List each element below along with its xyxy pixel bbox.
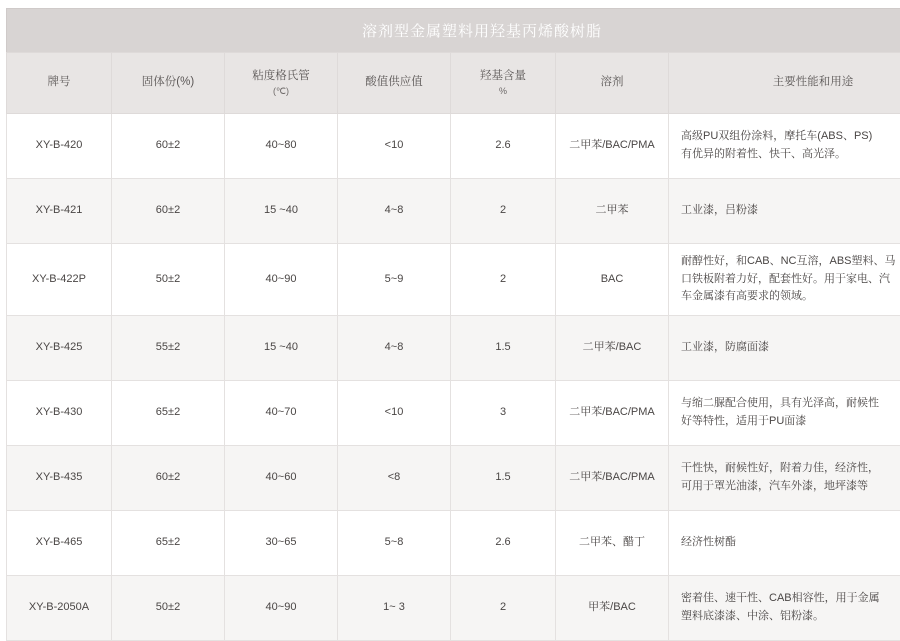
table-row xyxy=(7,510,900,575)
cell-hydroxyl-content: 2.6 xyxy=(451,510,556,575)
cell-solvent: 甲苯/BAC xyxy=(556,575,669,640)
column-header-hydroxyl-content-unit: % xyxy=(455,85,551,97)
cell-acid-value: 4~8 xyxy=(338,179,451,244)
cell-grade: XY-B-435 xyxy=(7,445,112,510)
column-header-grade xyxy=(7,53,112,114)
column-header-grade-label: 牌号 xyxy=(48,76,71,88)
cell-solvent: 二甲苯、醋丁 xyxy=(556,510,669,575)
cell-uses xyxy=(669,244,900,316)
cell-hydroxyl-content: 2 xyxy=(451,179,556,244)
table-row xyxy=(7,380,900,445)
column-header-uses-label: 主要性能和用途 xyxy=(773,76,854,88)
column-header-hydroxyl-content xyxy=(451,53,556,114)
cell-uses xyxy=(669,445,900,510)
cell-acid-value: <8 xyxy=(338,445,451,510)
cell-uses xyxy=(669,114,900,179)
column-header-solid-content-label: 固体份(%) xyxy=(142,76,194,88)
cell-viscosity: 15 ~40 xyxy=(225,315,338,380)
cell-uses-line: 与缩二脲配合使用，具有光泽高，耐候性 xyxy=(681,395,900,413)
column-header-uses xyxy=(669,53,900,114)
cell-uses-line: 工业漆，吕粉漆 xyxy=(681,202,900,220)
table-row xyxy=(7,575,900,640)
cell-acid-value: <10 xyxy=(338,114,451,179)
cell-hydroxyl-content: 2 xyxy=(451,244,556,316)
resin-spec-table xyxy=(6,8,900,641)
table-title: 溶剂型金属塑料用羟基丙烯酸树脂 xyxy=(6,8,900,52)
cell-uses-line: 好等特性，适用于PU面漆 xyxy=(681,413,900,431)
cell-viscosity: 30~65 xyxy=(225,510,338,575)
cell-solvent: 二甲苯/BAC/PMA xyxy=(556,445,669,510)
cell-uses xyxy=(669,179,900,244)
table-body xyxy=(7,114,900,641)
cell-uses-line: 口铁板附着力好，配套性好。用于家电、汽 xyxy=(681,271,900,289)
cell-grade: XY-B-421 xyxy=(7,179,112,244)
cell-hydroxyl-content: 2 xyxy=(451,575,556,640)
cell-grade: XY-B-430 xyxy=(7,380,112,445)
column-header-viscosity-label: 粘度格氏管 xyxy=(252,70,310,82)
column-header-viscosity-unit: (℃) xyxy=(229,85,333,97)
column-header-solvent-label: 溶剂 xyxy=(601,76,624,88)
column-header-viscosity xyxy=(225,53,338,114)
cell-viscosity: 15 ~40 xyxy=(225,179,338,244)
column-header-hydroxyl-content-label: 羟基含量 xyxy=(480,70,526,82)
cell-solid-content: 65±2 xyxy=(112,510,225,575)
cell-uses xyxy=(669,510,900,575)
cell-hydroxyl-content: 1.5 xyxy=(451,445,556,510)
cell-viscosity: 40~70 xyxy=(225,380,338,445)
table-row xyxy=(7,445,900,510)
cell-solvent: 二甲苯 xyxy=(556,179,669,244)
table-row xyxy=(7,114,900,179)
cell-acid-value: 4~8 xyxy=(338,315,451,380)
cell-grade: XY-B-420 xyxy=(7,114,112,179)
cell-grade: XY-B-2050A xyxy=(7,575,112,640)
cell-solid-content: 50±2 xyxy=(112,244,225,316)
column-header-solvent xyxy=(556,53,669,114)
cell-viscosity: 40~90 xyxy=(225,575,338,640)
cell-grade: XY-B-465 xyxy=(7,510,112,575)
cell-uses-line: 可用于罩光油漆，汽车外漆，地坪漆等 xyxy=(681,478,900,496)
cell-solvent: BAC xyxy=(556,244,669,316)
cell-acid-value: 5~9 xyxy=(338,244,451,316)
cell-uses-line: 工业漆，防腐面漆 xyxy=(681,339,900,357)
cell-solvent: 二甲苯/BAC/PMA xyxy=(556,380,669,445)
cell-hydroxyl-content: 3 xyxy=(451,380,556,445)
cell-acid-value: 5~8 xyxy=(338,510,451,575)
cell-viscosity: 40~90 xyxy=(225,244,338,316)
cell-uses xyxy=(669,380,900,445)
column-header-solid-content xyxy=(112,53,225,114)
cell-acid-value: 1~ 3 xyxy=(338,575,451,640)
cell-uses-line: 经济性树酯 xyxy=(681,534,900,552)
header-row xyxy=(7,53,900,114)
cell-solvent: 二甲苯/BAC/PMA xyxy=(556,114,669,179)
cell-uses-line: 有优异的附着性、快干、高光泽。 xyxy=(681,146,900,164)
cell-uses-line: 密着佳、速干性、CAB相容性，用于金属 xyxy=(681,590,900,608)
column-header-acid-value-label: 酸值供应值 xyxy=(365,76,423,88)
cell-uses-line: 干性快，耐候性好，附着力佳，经济性， xyxy=(681,460,900,478)
cell-grade: XY-B-425 xyxy=(7,315,112,380)
cell-uses-line: 车金属漆有高要求的领域。 xyxy=(681,288,900,306)
cell-solvent: 二甲苯/BAC xyxy=(556,315,669,380)
cell-solid-content: 60±2 xyxy=(112,114,225,179)
cell-uses-line: 塑料底漆漆、中涂、铝粉漆。 xyxy=(681,608,900,626)
cell-acid-value: <10 xyxy=(338,380,451,445)
cell-viscosity: 40~60 xyxy=(225,445,338,510)
cell-uses xyxy=(669,575,900,640)
table-header xyxy=(7,53,900,114)
cell-uses-line: 高级PU双组份涂料，摩托车(ABS、PS) xyxy=(681,128,900,146)
column-header-acid-value xyxy=(338,53,451,114)
cell-solid-content: 65±2 xyxy=(112,380,225,445)
cell-solid-content: 60±2 xyxy=(112,179,225,244)
table-row xyxy=(7,179,900,244)
table-row xyxy=(7,315,900,380)
cell-hydroxyl-content: 1.5 xyxy=(451,315,556,380)
cell-viscosity: 40~80 xyxy=(225,114,338,179)
cell-uses-line: 耐醇性好，和CAB、NC互溶，ABS塑料、马 xyxy=(681,253,900,271)
cell-solid-content: 60±2 xyxy=(112,445,225,510)
cell-hydroxyl-content: 2.6 xyxy=(451,114,556,179)
cell-grade: XY-B-422P xyxy=(7,244,112,316)
cell-solid-content: 55±2 xyxy=(112,315,225,380)
cell-solid-content: 50±2 xyxy=(112,575,225,640)
table-row xyxy=(7,244,900,316)
cell-uses xyxy=(669,315,900,380)
